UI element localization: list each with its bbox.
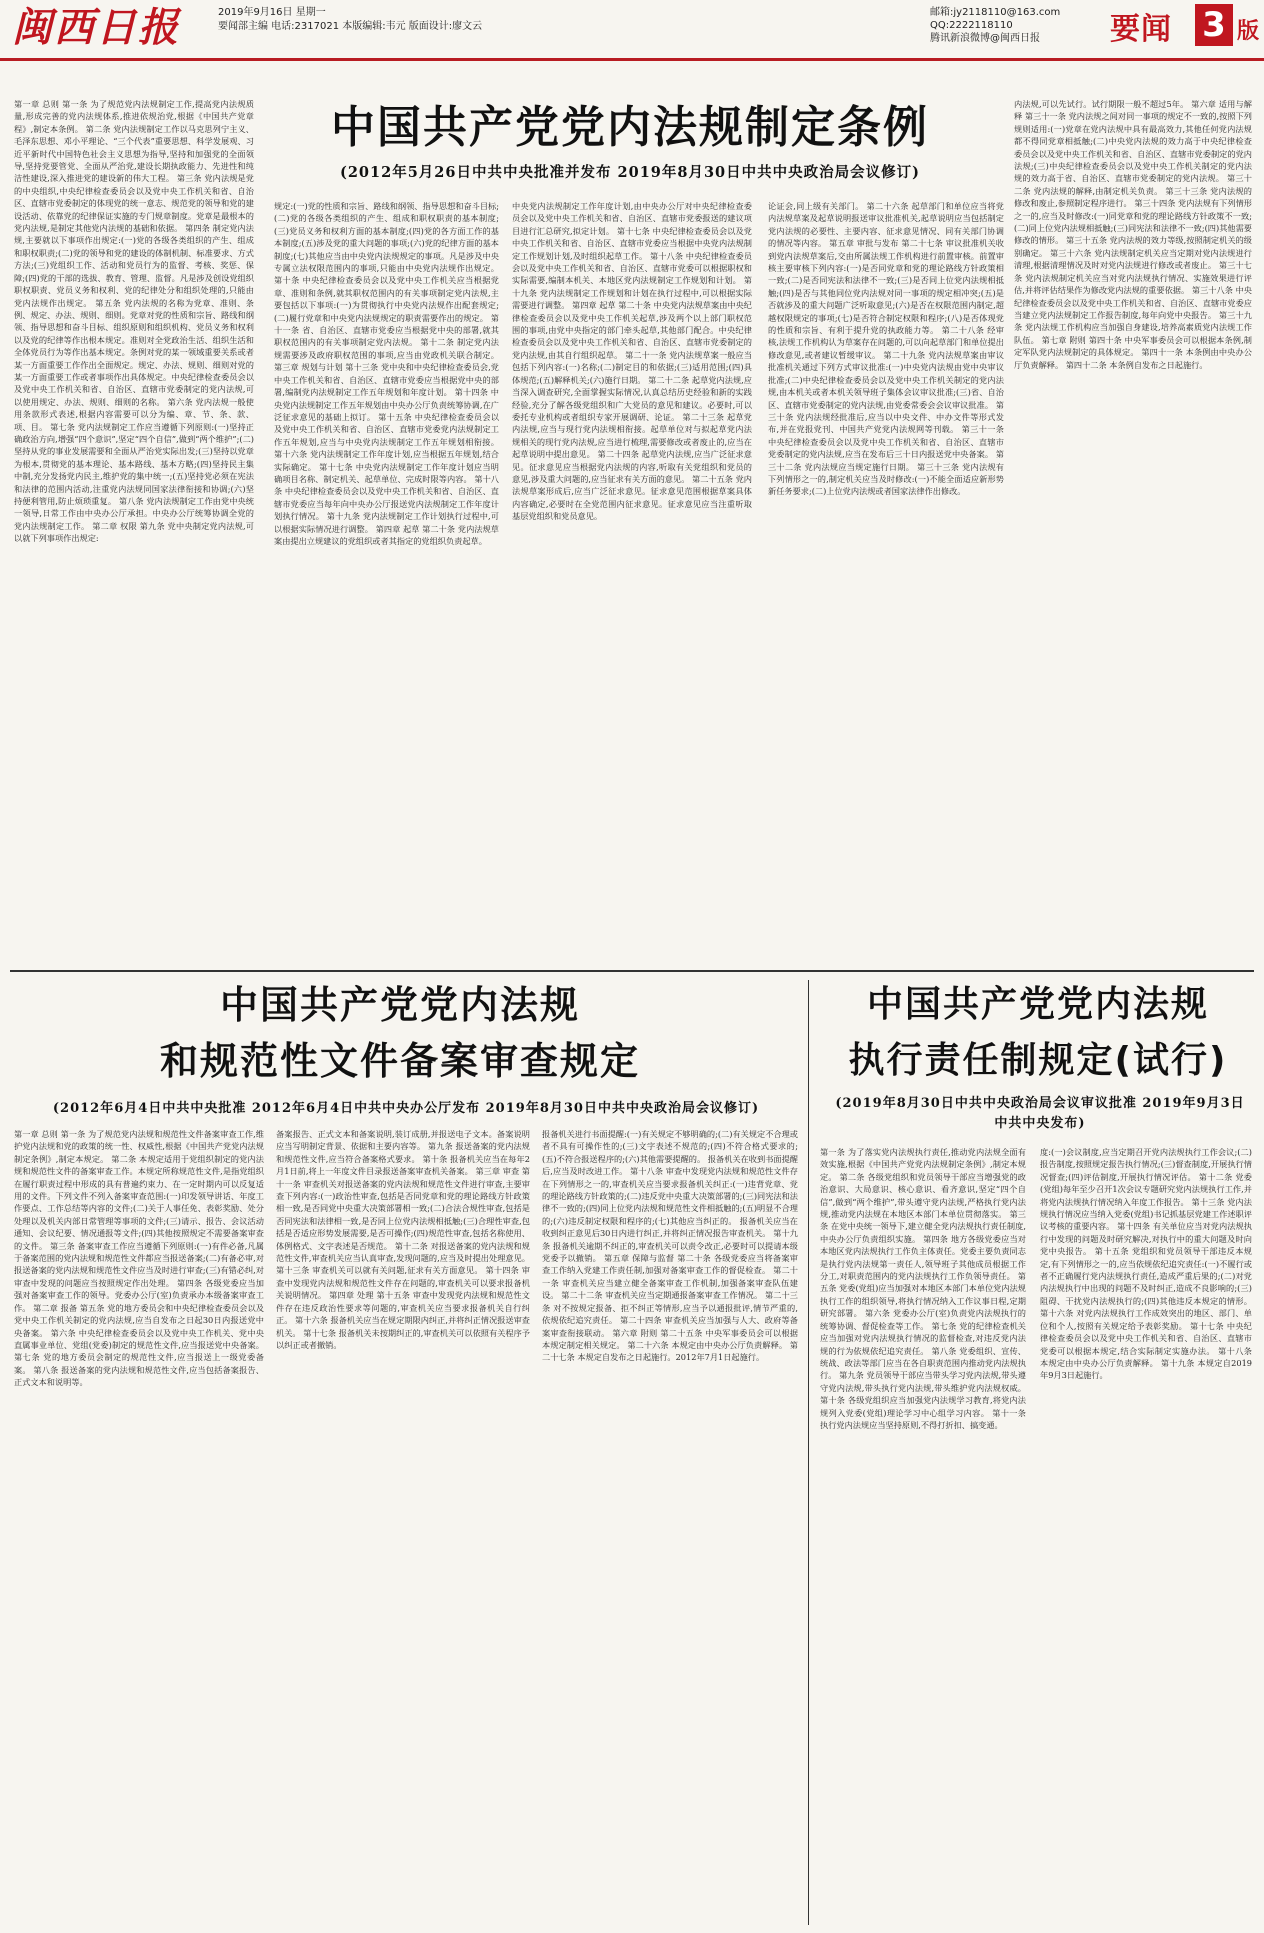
article3-title-line1: 中国共产党党内法规: [866, 984, 1209, 1025]
article1-column-3: 中央党内法规制定工作年度计划,由中央办公厅对中央纪律检查委员会以及党中央工作机关和省、自治区、直辖市党委报送的建议项目进行汇总研究,拟定计划。 第十七条 中央纪律检查委员会以及党中央工作机关和省、自治区、直辖市党委应当根据中央党内法规制定工作规划计划,及时组织起草工作。 第十八条 中央纪律检查委员会以及党中央工作机关和省、自治区、直辖市党委可以根据职权和实际需要,编制本机关、本地区党内法规制定工作规划和计划。 第十九条 党内法规制定工作规划和计划在执行过程中,可以根据实际需要进行调整。 第四章 起草 第二十条 中央党内法规草案由中央纪律检查委员会以及党中央工作机关起草,涉及两个以上部门职权范围的事项,由党中央指定的部门牵头起草,其他部门配合。中央纪律检查委员会以及党中央工作机关和省、自治区、直辖市党委制定的党内法规,由其自行组织起草。 第二十一条 党内法规草案一般应当包括下列内容:(一)名称;(二)制定目的和依据;(三)适用范围;(四)具体规范;(五)解释机关;(六)施行日期。 第二十二条 起草党内法规,应当深入调查研究,全面掌握实际情况,认真总结历史经验和新的实践经验,充分了解各级党组织和广大党员的意见和建议。必要时,可以委托专业机构或者组织专家开展调研、论证。 第二十三条 起草党内法规,应当与现行党内法规相衔接。起草单位对与拟起草党内法规相关的现行党内法规,应当进行梳理,需要修改或者废止的,应当在起草说明中提出意见。 第二十四条 起草党内法规,应当广泛征求意见。征求意见应当根据党内法规的内容,听取有关党组织和党员的意见,涉及重大问题的,应当征求有关方面的意见。 第二十五条 党内法规草案形成后,应当广泛征求意见。征求意见范围根据草案具体内容确定,必要时在全党范围内征求意见。征求意见应当注重听取基层党组织和党员意见。: [512, 201, 752, 522]
article1-column-4: 论证会,同上级有关部门。 第二十六条 起草部门和单位应当将党内法规草案及起草说明报送审议批准机关,起草说明应当包括制定党内法规的必要性、主要内容、征求意见情况、同有关部门协调的情况等内容。 第五章 审批与发布 第二十七条 审议批准机关收到党内法规草案后,交由所属法规工作机构进行前置审核。前置审核主要审核下列内容:(一)是否同党章和党的理论路线方针政策相一致;(二)是否同宪法和法律不一致;(三)是否同上位党内法规相抵触;(四)是否与其他同位党内法规对同一事项的规定相冲突;(五)是否就涉及的重大问题广泛听取意见;(六)是否在权限范围内制定,超越权限规定的事项;(七)是否符合制定权限和程序;(八)是否体现党的性质和宗旨、有利于提升党的执政能力等。 第二十八条 经审核,法规工作机构认为草案存在问题的,可以向起草部门和单位提出修改意见,或者建议暂缓审议。 第二十九条 党内法规草案由审议批准机关通过下列方式审议批准:(一)中央党内法规由党中央审议批准;(二)中央纪律检查委员会以及党中央工作机关制定的党内法规,由本机关或者本机关领导班子集体会议审议批准;(三)省、自治区、直辖市党委制定的党内法规,由党委常委会会议审议批准。 第三十条 党内法规经批准后,应当以中央文件、中办文件等形式发布,并在党报党刊、中国共产党党内法规网等刊载。 第三十一条 中央纪律检查委员会以及党中央工作机关和省、自治区、直辖市党委制定的党内法规,应当在发布后三十日内报送党中央备案。 第三十二条 党内法规应当规定施行日期。 第三十三条 党内法规有下列情形之一的,制定机关应当及时修改:(一)不能全面适应新形势新任务要求;(二)上位党内法规或者国家法律作出修改。: [768, 201, 1004, 497]
article1-title: 中国共产党党内法规制定条例: [331, 102, 929, 153]
article2-subtitle: (2012年6月4日中共中央批准 2012年6月4日中共中央办公厅发布 2019年8月30日中共中央政治局会议修订): [52, 1101, 760, 1116]
masthead: [0, 0, 1264, 61]
article1-column-2: 规定:(一)党的性质和宗旨、路线和纲领、指导思想和奋斗目标;(二)党的各级各类组织的产生、组成和职权职责的基本制度;(三)党员义务和权利方面的基本制度;(四)党的各方面工作的基本制度;(五)涉及党的重大问题的事项;(六)党的纪律方面的基本制度;(七)其他应当由中央党内法规规定的事项。凡是涉及中央专属立法权限范围内的事项,只能由中央党内法规作出规定。 第十条 中央纪律检查委员会以及党中央工作机关应当根据党章、准则和条例,就其职权范围内的有关事项制定党内法规,主要包括以下事项:(一)为贯彻执行中央党内法规作出配套规定;(二)履行党章和中央党内法规规定的职责需要作出的规定。 第十一条 省、自治区、直辖市党委应当根据党中央的部署,就其职权范围内的有关事项制定党内法规。 第十二条 制定党内法规需要涉及政府职权范围的事项,应当由党政机关联合制定。 第三章 规划与计划 第十三条 党中央和中央纪律检查委员会,党中央工作机关和省、自治区、直辖市党委应当根据党中央的部署,编制党内法规制定工作五年规划和年度计划。 第十四条 中央党内法规制定工作五年规划由中央办公厅负责统筹协调,在广泛征求意见的基础上拟订。 第十五条 中央纪律检查委员会以及党中央工作机关和省、自治区、直辖市党委党内法规制定工作五年规划,应当与中央党内法规制定工作五年规划相衔接。 第十六条 党内法规制定工作年度计划,应当根据五年规划,结合实际确定。 第十七条 中央党内法规制定工作年度计划应当明确项目名称、制定机关、起草单位、完成时限等内容。 第十八条 中央纪律检查委员会以及党中央工作机关和省、自治区、直辖市党委应当每年向中央办公厅报送党内法规制定工作年度计划执行情况。 第十九条 党内法规制定工作计划执行过程中,可以根据实际情况进行调整。 第四章 起草 第二十条 党内法规草案由提出立规建议的党组织或者其指定的党组织负责起草。: [274, 201, 499, 546]
page-unit: 版: [1237, 19, 1260, 44]
article3-column-1: 第一条 为了落实党内法规执行责任,推动党内法规全面有效实施,根据《中国共产党党内法规制定条例》,制定本规定。 第二条 各级党组织和党员领导干部应当增强党的政治意识、大局意识、核心意识、看齐意识,坚定“四个自信”,做到“两个维护”,带头遵守党内法规,严格执行党内法规,推动党内法规在本地区本部门本单位贯彻落实。 第三条 在党中央统一领导下,建立健全党内法规执行责任制度,中央办公厅负责组织实施。 第四条 地方各级党委应当对本地区党内法规执行工作负主体责任。党委主要负责同志是执行党内法规第一责任人,领导班子其他成员根据工作分工,对职责范围内的党内法规执行工作负领导责任。 第五条 党委(党组)应当加强对本地区本部门本单位党内法规执行工作的组织领导,将执行情况纳入工作议事日程,定期研究部署。 第六条 党委办公厅(室)负责党内法规执行的统筹协调、督促检查等工作。 第七条 党的纪律检查机关应当加强对党内法规执行情况的监督检查,对违反党内法规的行为依规依纪追究责任。 第八条 党委组织、宣传、统战、政法等部门应当在各自职责范围内推动党内法规执行。 第九条 党员领导干部应当带头学习党内法规,带头遵守党内法规,带头执行党内法规,带头维护党内法规权威。 第十条 各级党组织应当加强党内法规学习教育,将党内法规列入党委(党组)理论学习中心组学习内容。 第十一条 执行党内法规应当坚持原则,不得打折扣、搞变通。: [820, 1147, 1026, 1430]
article3-column-2: 度:(一)会议制度,应当定期召开党内法规执行工作会议;(二)报告制度,按照规定报告执行情况;(三)督查制度,开展执行情况督查;(四)评估制度,开展执行情况评估。 第十二条 党委(党组)每年至少召开1次会议专题研究党内法规执行工作,并将党内法规执行情况纳入年度工作报告。 第十三条 党内法规执行情况应当纳入党委(党组)书记抓基层党建工作述职评议考核的重要内容。 第十四条 有关单位应当对党内法规执行中发现的问题及时研究解决,对执行中的重大问题及时向党中央报告。 第十五条 党组织和党员领导干部违反本规定,有下列情形之一的,应当依规依纪追究责任:(一)不履行或者不正确履行党内法规执行责任,造成严重后果的;(二)对党内法规执行中出现的问题不及时纠正,造成不良影响的;(三)阻碍、干扰党内法规执行的;(四)其他违反本规定的情形。 第十六条 对党内法规执行工作成效突出的地区、部门、单位和个人,按照有关规定给予表彰奖励。 第十七条 中央纪律检查委员会以及党中央工作机关和省、自治区、直辖市党委可以根据本规定,结合实际制定实施办法。 第十八条 本规定由中央办公厅负责解释。 第十九条 本规定自2019年9月3日起施行。: [1040, 1147, 1252, 1381]
editor-info: 要闻部主编 电话:2317021 本版编辑:韦元 版面设计:廖文云: [218, 21, 483, 32]
article2-column-3: 报备机关进行书面提醒:(一)有关规定不够明确的;(二)有关规定不合理或者不具有可操作性的;(三)文字表述不规范的;(四)不符合格式要求的;(五)不符合报送程序的;(六)其他需要提醒的。 报备机关在收到书面提醒后,应当及时改进工作。 第十八条 审查中发现党内法规和规范性文件存在下列情形之一的,审查机关应当要求报备机关纠正:(一)违背党章、党的理论路线方针政策的;(二)违反党中央重大决策部署的;(三)同宪法和法律不一致的;(四)同上位党内法规和规范性文件相抵触的;(五)明显不合理的;(六)违反制定权限和程序的;(七)其他应当纠正的。 报备机关应当在收到纠正意见后30日内进行纠正,并将纠正情况报告审查机关。 第十九条 报备机关逾期不纠正的,审查机关可以责令改正,必要时可以提请本级党委予以撤销。 第五章 保障与监督 第二十条 各级党委应当将备案审查工作纳入党建工作责任制,加强对备案审查工作的督促检查。 第二十一条 审查机关应当建立健全备案审查工作机制,加强备案审查队伍建设。 第二十二条 审查机关应当定期通报备案审查工作情况。 第二十三条 对不按规定报备、拒不纠正等情形,应当予以通报批评,情节严重的,依规依纪追究责任。 第二十四条 审查机关应当加强与人大、政府等备案审查衔接联动。 第六章 附则 第二十五条 中央军事委员会可以根据本规定制定相关规定。 第二十六条 本规定由中央办公厅负责解释。 第二十七条 本规定自发布之日起施行。2012年7月1日起施行。: [542, 1129, 798, 1363]
page-number: 3: [1195, 4, 1233, 46]
article1-subtitle: (2012年5月26日中共中央批准并发布 2019年8月30日中共中央政治局会议修订): [339, 164, 920, 181]
article2-title-line1: 中国共产党党内法规: [219, 983, 580, 1027]
contact-weibo: 腾讯新浪微博@闽西日报: [930, 33, 1040, 44]
article2-title-line2: 和规范性文件备案审查规定: [159, 1039, 640, 1083]
article2-column-2: 备案报告、正式文本和备案说明,装订成册,并报送电子文本。备案说明应当写明制定背景、依据和主要内容等。 第九条 报送备案的党内法规和规范性文件,应当符合备案格式要求。 第十条 报备机关应当在每年2月1日前,将上一年度文件目录报送备案审查机关备案。 第三章 审查 第十一条 审查机关对报送备案的党内法规和规范性文件进行审查,主要审查下列内容:(一)政治性审查,包括是否同党章和党的理论路线方针政策相一致,是否同党中央重大决策部署相一致;(二)合法合规性审查,包括是否同宪法和法律相一致,是否同上位党内法规相抵触;(三)合理性审查,包括是否适应形势发展需要,是否可操作;(四)规范性审查,包括名称使用、体例格式、文字表述是否规范。 第十二条 对报送备案的党内法规和规范性文件,审查机关应当认真审查,发现问题的,应当及时提出处理意见。 第十三条 审查机关可以就有关问题,征求有关方面意见。 第十四条 审查中发现党内法规和规范性文件存在问题的,审查机关可以要求报备机关说明情况。 第四章 处理 第十五条 审查中发现党内法规和规范性文件存在违反政治性要求等问题的,审查机关应当要求报备机关自行纠正。 第十六条 报备机关应当在规定期限内纠正,并将纠正情况报送审查机关。 第十七条 报备机关未按期纠正的,审查机关可以依照有关程序予以纠正或者撤销。: [276, 1129, 530, 1350]
section-name: 要闻: [1110, 12, 1172, 47]
contact-qq: QQ:2222118110: [930, 20, 1013, 31]
contact-info: [930, 6, 1060, 45]
section-divider: [10, 970, 1254, 972]
article2-column-1: 第一章 总则 第一条 为了规范党内法规和规范性文件备案审查工作,维护党内法规和党的政策的统一性、权威性,根据《中国共产党党内法规制定条例》,制定本规定。 第二条 本规定适用于党组织制定的党内法规和规范性文件的备案审查工作。本规定所称规范性文件,是指党组织在履行职责过程中形成的具有普遍约束力、在一定时期内可以反复适用的文件。下列文件不列入备案审查范围:(一)印发领导讲话、年度工作要点、工作总结等内容的文件;(二)关于人事任免、表彰奖励、处分处理以及机关内部日常管理等事项的文件;(三)请示、报告、会议活动通知、会议纪要、情况通报等文件;(四)其他按照规定不需要备案审查的文件。 第三条 备案审查工作应当遵循下列原则:(一)有件必备,凡属于备案范围的党内法规和规范性文件都应当报送备案;(二)有备必审,对报送备案的党内法规和规范性文件应当及时进行审查;(三)有错必纠,对审查中发现的问题应当按照规定作出处理。 第四条 各级党委应当加强对备案审查工作的领导。党委办公厅(室)负责承办本级备案审查工作。 第二章 报备 第五条 党的地方委员会和中央纪律检查委员会以及党中央工作机关制定的党内法规,应当自发布之日起30日内报送党中央备案。 第六条 中央纪律检查委员会以及党中央工作机关、党中央直属事业单位、党组(党委)制定的规范性文件,应当报送党中央备案。 第七条 党的地方委员会制定的规范性文件,应当报送上一级党委备案。 第八条 报送备案的党内法规和规范性文件,应当包括备案报告、正式文本和说明等。: [14, 1129, 264, 1388]
article3-title-line2: 执行责任制规定(试行): [848, 1040, 1228, 1081]
article1-column-5: 内法规,可以先试行。试行期限一般不超过5年。 第六章 适用与解释 第三十一条 党内法规之间对同一事项的规定不一致的,按照下列规则适用:(一)党章在党内法规中具有最高效力,其他任何党内法规都不得同党章相抵触;(二)中央党内法规的效力高于中央纪律检查委员会以及党中央工作机关和省、自治区、直辖市党委制定的党内法规;(三)中央纪律检查委员会以及党中央工作机关制定的党内法规的效力高于省、自治区、直辖市党委制定的党内法规。 第三十二条 党内法规的解释,由制定机关负责。 第三十三条 党内法规的修改和废止,参照制定程序进行。 第三十四条 党内法规有下列情形之一的,应当及时修改:(一)同党章和党的理论路线方针政策不一致;(二)同上位党内法规相抵触;(三)同宪法和法律不一致;(四)其他需要修改的情形。 第三十五条 党内法规的效力等级,按照制定机关的级别确定。 第三十六条 党内法规制定机关应当定期对党内法规进行清理,根据清理情况及时对党内法规进行修改或者废止。 第三十七条 党内法规制定机关应当对党内法规执行情况、实施效果进行评估,并将评估结果作为修改党内法规的重要依据。 第三十八条 中央纪律检查委员会以及党中央工作机关和省、自治区、直辖市党委应当建立党内法规制定工作报告制度,每年向党中央报告。 第三十九条 党内法规工作机构应当加强自身建设,培养高素质党内法规工作队伍。 第七章 附则 第四十条 中央军事委员会可以根据本条例,制定军队党内法规制定的具体规定。 第四十一条 本条例由中央办公厅负责解释。 第四十二条 本条例自发布之日起施行。: [1014, 99, 1252, 370]
article3-subtitle: (2019年8月30日中共中央政治局会议审议批准 2019年9月3日中共中央发布): [835, 1096, 1245, 1131]
article1-column-1: 第一章 总则 第一条 为了规范党内法规制定工作,提高党内法规质量,形成完善的党内法规体系,推进依规治党,根据《中国共产党章程》,制定本条例。 第二条 党内法规制定工作以马克思列宁主义、毛泽东思想、邓小平理论、“三个代表”重要思想、科学发展观、习近平新时代中国特色社会主义思想为指导,坚持和加强党的全面领导,坚持党要管党、全面从严治党,建设长期执政能力、先进性和纯洁性建设,深入推进党的建设新的伟大工程。 第三条 党内法规是党的中央组织,中央纪律检查委员会以及党中央工作机关和省、自治区、直辖市党委制定的体现党的统一意志、规范党的领导和党的建设活动、依靠党的纪律保证实施的专门规章制度。党章是最根本的党内法规,是制定其他党内法规的基础和依据。 第四条 制定党内法规,主要就以下事项作出规定:(一)党的各级各类组织的产生、组成和职权职责;(二)党的领导和党的建设的体制机制、标准要求、方式方法;(三)党组织工作、活动和党员行为的监督、考核、奖惩、保障;(四)党的干部的选拔、教育、管理、监督。凡是涉及创设党组织职权职责、党员义务和权利、党的纪律处分和组织处理的,只能由党内法规作出规定。 第五条 党内法规的名称为党章、准则、条例、规定、办法、规则、细则。党章对党的性质和宗旨、路线和纲领、指导思想和奋斗目标、组织原则和组织机构、党员义务和权利以及党的纪律等作出根本规定。准则对全党政治生活、组织生活和全体党员行为等作出基本规定。条例对党的某一领域重要关系或者某一方面重要工作作出全面规定。规定、办法、规则、细则对党的某一方面重要工作或者事项作出具体规定。中央纪律检查委员会以及党中央工作机关和省、自治区、直辖市党委制定的党内法规,可以使用规定、办法、规则、细则的名称。 第六条 党内法规一般使用条款形式表述,根据内容需要可以分为编、章、节、条、款、项、目。 第七条 党内法规制定工作应当遵循下列原则:(一)坚持正确政治方向,增强“四个意识”,坚定“四个自信”,做到“两个维护”;(二)坚持从党的事业发展需要和全面从严治党实际出发;(三)坚持以党章为根本,贯彻党的基本理论、基本路线、基本方略;(四)坚持民主集中制,充分发扬党内民主,维护党的集中统一;(五)坚持党必须在宪法和法律的范围内活动,注重党内法规同国家法律衔接和协调;(六)坚持便利管用,防止烦琐重复。 第八条 党内法规制定工作由党中央统一领导,日常工作由中央办公厅承担。中央办公厅统筹协调全党的党内法规制定工作。 第二章 权限 第九条 党中央制定党内法规,可以就下列事项作出规定:: [14, 99, 254, 544]
issue-date: 2019年9月16日 星期一: [218, 7, 326, 18]
newspaper-logo: 闽西日报: [12, 4, 180, 51]
contact-email: 邮箱:jy2118110@163.com: [930, 7, 1061, 18]
column-divider: [808, 980, 809, 1925]
issue-info: [218, 6, 482, 34]
